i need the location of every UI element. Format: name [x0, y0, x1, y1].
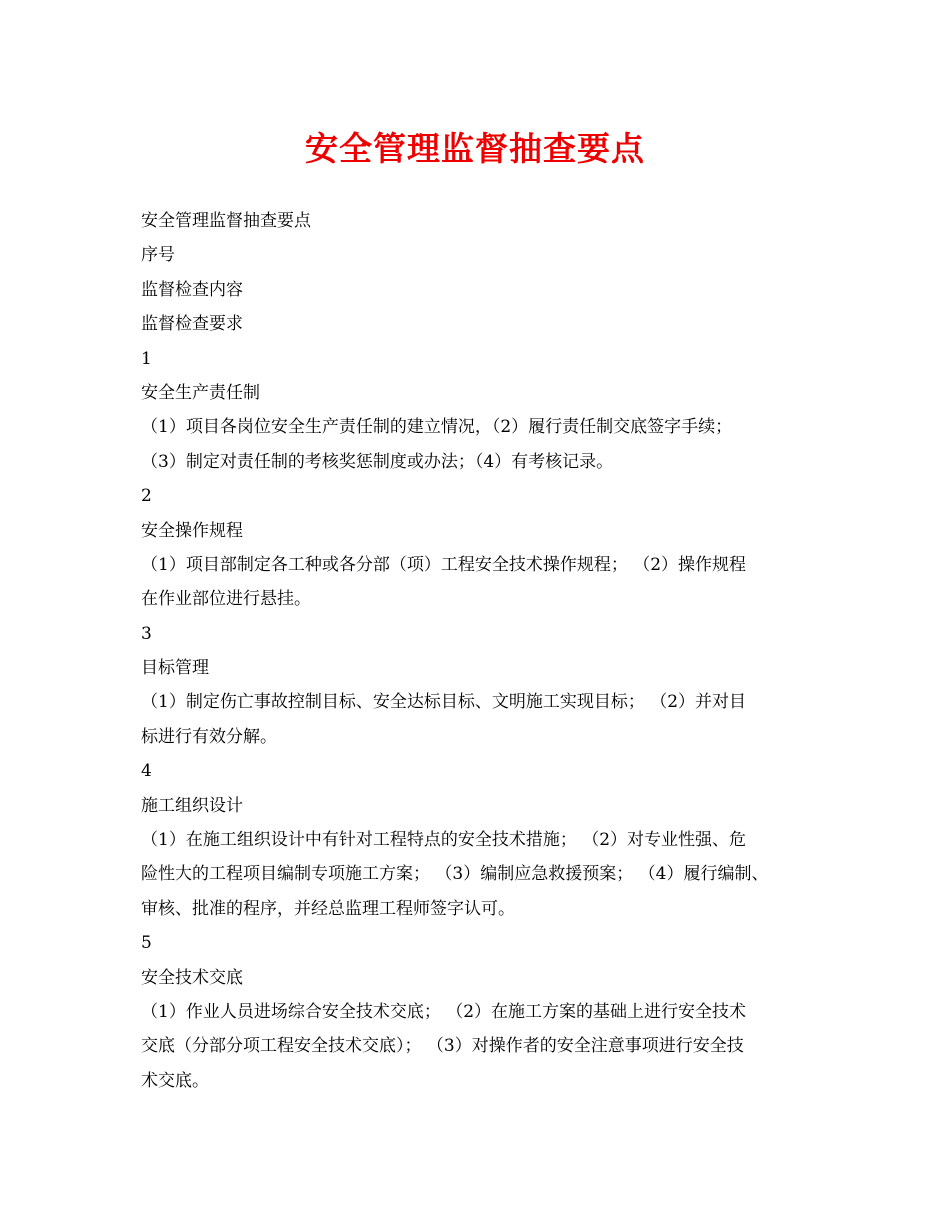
document-title: 安全管理监督抽查要点 — [305, 129, 645, 168]
body-line: 序号 — [141, 245, 175, 266]
body-line: 标进行有效分解。 — [141, 726, 277, 747]
body-line: 审核、批准的程序，并经总监理工程师签字认可。 — [141, 898, 515, 919]
body-line: 监督检查内容 — [141, 279, 243, 300]
body-line: （1）项目各岗位安全生产责任制的建立情况，（2）履行责任制交底签字手续； — [141, 417, 733, 438]
body-line: （3）制定对责任制的考核奖惩制度或办法；（4）有考核记录。 — [141, 451, 614, 472]
body-line: 4 — [141, 761, 152, 782]
body-line: 1 — [141, 348, 152, 369]
body-line: 术交底。 — [141, 1070, 209, 1091]
document-body — [141, 204, 821, 1098]
body-line: 在作业部位进行悬挂。 — [141, 589, 311, 610]
body-line: 5 — [141, 933, 152, 954]
body-line: （1）项目部制定各工种或各分部（项）工程安全技术操作规程； （2）操作规程 — [141, 554, 747, 575]
body-line: 2 — [141, 486, 152, 507]
body-line: 安全生产责任制 — [141, 382, 260, 403]
body-line: 安全管理监督抽查要点 — [141, 211, 311, 231]
body-line: （1）制定伤亡事故控制目标、安全达标目标、文明施工实现目标； （2）并对目 — [141, 692, 747, 713]
body-line: 安全技术交底 — [141, 967, 243, 988]
body-line: （1）在施工组织设计中有针对工程特点的安全技术措施； （2）对专业性强、危 — [141, 830, 747, 851]
body-line: 险性大的工程项目编制专项施工方案； （3）编制应急救援预案； （4）履行编制、 — [141, 864, 769, 885]
body-line: 施工组织设计 — [141, 795, 243, 816]
body-line: 安全操作规程 — [141, 520, 243, 541]
body-line: （1）作业人员进场综合安全技术交底； （2）在施工方案的基础上进行安全技术 — [141, 1001, 747, 1022]
body-line: 监督检查要求 — [141, 314, 243, 335]
body-line: 交底（分部分项工程安全技术交底）； （3）对操作者的安全注意事项进行安全技 — [141, 1036, 744, 1057]
body-line: 目标管理 — [141, 658, 209, 679]
body-line: 3 — [141, 623, 152, 644]
